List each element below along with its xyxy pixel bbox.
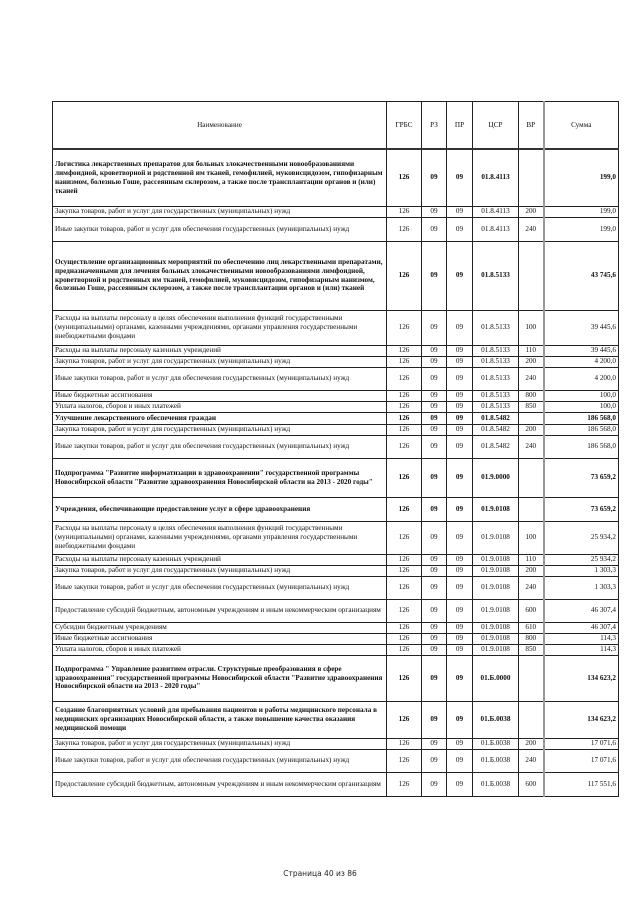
table-row [53, 241, 619, 310]
row-name: Осуществление организационных мероприятий по обеспечению лиц лекарственными препаратами, предназначенными для лечения больных злокачественными новообразованиями лимфоидной, кроветворной и родственных им тканей, гемофилией, муковисцидозом, гипофизарным нанизмом, болезнью Гоше, рассеянным склерозом, а также после трансплантации органов и (или) тканей [53, 241, 387, 310]
row-pr: 09 [447, 772, 473, 796]
row-name: Расходы на выплаты персоналу в целях обеспечения выполнения функций государственными (муниципальными) органами, казенными учреждениями, органами управления государственными внебюджетными фондами [53, 521, 387, 554]
row-grbs: 126 [387, 149, 422, 206]
row-sum: 46 307,4 [544, 622, 619, 633]
row-vr: 240 [519, 435, 544, 458]
row-grbs: 126 [387, 367, 422, 390]
row-grbs: 126 [387, 345, 422, 356]
row-sum: 114,3 [544, 644, 619, 655]
row-sum: 39 445,6 [544, 345, 619, 356]
row-sum: 100,0 [544, 390, 619, 401]
table-row [53, 599, 619, 622]
row-name: Иные закупки товаров, работ и услуг для обеспечения государственных (муниципальных) нужд [53, 435, 387, 458]
row-pr: 09 [447, 633, 473, 644]
row-csr: 01.9.0108 [473, 633, 519, 644]
table-row [53, 655, 619, 701]
row-csr: 01.Б.0038 [473, 738, 519, 749]
row-csr: 01.9.0108 [473, 554, 519, 565]
row-sum: 199,0 [544, 206, 619, 217]
table-row [53, 644, 619, 655]
row-vr [519, 412, 544, 424]
row-name: Расходы на выплаты персоналу казенных учреждений [53, 554, 387, 565]
row-name: Иные закупки товаров, работ и услуг для обеспечения государственных (муниципальных) нужд [53, 576, 387, 599]
row-grbs: 126 [387, 622, 422, 633]
row-csr: 01.8.5133 [473, 345, 519, 356]
row-vr: 200 [519, 738, 544, 749]
row-grbs: 126 [387, 310, 422, 345]
row-rz: 09 [422, 749, 447, 772]
row-rz: 09 [422, 701, 447, 738]
header-pr: ПР [447, 102, 473, 150]
row-rz: 09 [422, 772, 447, 796]
row-rz: 09 [422, 345, 447, 356]
row-vr: 110 [519, 345, 544, 356]
budget-table [52, 101, 619, 797]
row-pr: 09 [447, 458, 473, 497]
row-sum: 43 745,6 [544, 241, 619, 310]
row-pr: 09 [447, 310, 473, 345]
row-csr: 01.Б.0000 [473, 655, 519, 701]
row-name: Логистика лекарственных препаратов для больных злокачественными новообразованиями лимфоидной, кроветворной и родственной им тканей, гемофилией, муковисцидозом, гипофизарным нанизмом, болезнью Гоше, рассеянным склерозом, а также после трансплантации органов и (или) тканей [53, 149, 387, 206]
table-row [53, 345, 619, 356]
row-grbs: 126 [387, 655, 422, 701]
row-grbs: 126 [387, 206, 422, 217]
row-rz: 09 [422, 401, 447, 412]
row-grbs: 126 [387, 644, 422, 655]
row-csr: 01.8.5482 [473, 435, 519, 458]
header-rz: РЗ [422, 102, 447, 150]
table-row [53, 565, 619, 576]
row-rz: 09 [422, 356, 447, 367]
table-row [53, 435, 619, 458]
row-grbs: 126 [387, 772, 422, 796]
row-pr: 09 [447, 644, 473, 655]
row-grbs: 126 [387, 497, 422, 521]
row-grbs: 126 [387, 521, 422, 554]
row-pr: 09 [447, 565, 473, 576]
row-name: Подпрограмма " Управление развитием отрасли. Структурные преобразования в сфере здравоохранения" государственной программы Новосибирской области "Развитие здравоохранения Новосибирской области на 2013 - 2020 годы" [53, 655, 387, 701]
row-csr: 01.8.5133 [473, 241, 519, 310]
row-name: Учреждения, обеспечивающие предоставление услуг в сфере здравоохранения [53, 497, 387, 521]
row-csr: 01.Б.0038 [473, 772, 519, 796]
row-sum: 73 659,2 [544, 458, 619, 497]
row-vr: 240 [519, 217, 544, 241]
table-row [53, 738, 619, 749]
row-sum: 199,0 [544, 217, 619, 241]
table-row [53, 356, 619, 367]
row-grbs: 126 [387, 633, 422, 644]
table-row [53, 521, 619, 554]
row-csr: 01.8.5482 [473, 424, 519, 435]
row-grbs: 126 [387, 738, 422, 749]
row-name: Создание благоприятных условий для пребывания пациентов и работы медицинского персонала в медицинских организациях Новосибирской области, а также повышение качества оказания медицинской помощи [53, 701, 387, 738]
row-pr: 09 [447, 206, 473, 217]
row-vr: 200 [519, 206, 544, 217]
table-row [53, 622, 619, 633]
row-pr: 09 [447, 345, 473, 356]
row-grbs: 126 [387, 241, 422, 310]
table-row [53, 701, 619, 738]
row-rz: 09 [422, 622, 447, 633]
table-row [53, 412, 619, 424]
row-name: Подпрограмма "Развитие информатизации в здравоохранении" государственной программы Новосибирской области "Развитие здравоохранения Новосибирской области на 2013 - 2020 годы" [53, 458, 387, 497]
row-name: Уплата налогов, сборов и иных платежей [53, 401, 387, 412]
table-row [53, 149, 619, 206]
row-vr [519, 655, 544, 701]
row-grbs: 126 [387, 749, 422, 772]
row-grbs: 126 [387, 390, 422, 401]
row-csr: 01.Б.0038 [473, 749, 519, 772]
row-sum: 186 568,0 [544, 424, 619, 435]
table-row [53, 576, 619, 599]
row-csr: 01.9.0000 [473, 458, 519, 497]
row-sum: 117 551,6 [544, 772, 619, 796]
row-rz: 09 [422, 655, 447, 701]
row-pr: 09 [447, 622, 473, 633]
row-rz: 09 [422, 633, 447, 644]
row-grbs: 126 [387, 576, 422, 599]
row-vr: 600 [519, 599, 544, 622]
row-grbs: 126 [387, 458, 422, 497]
table-row [53, 749, 619, 772]
row-pr: 09 [447, 576, 473, 599]
row-name: Закупка товаров, работ и услуг для государственных (муниципальных) нужд [53, 565, 387, 576]
row-sum: 17 071,6 [544, 749, 619, 772]
table-header-row [53, 102, 619, 150]
table-row [53, 367, 619, 390]
row-name: Закупка товаров, работ и услуг для государственных (муниципальных) нужд [53, 206, 387, 217]
row-vr: 200 [519, 565, 544, 576]
row-vr: 800 [519, 633, 544, 644]
row-vr [519, 497, 544, 521]
row-rz: 09 [422, 217, 447, 241]
header-name: Наименование [53, 102, 387, 150]
row-pr: 09 [447, 217, 473, 241]
row-grbs: 126 [387, 217, 422, 241]
row-rz: 09 [422, 738, 447, 749]
row-sum: 114,3 [544, 633, 619, 644]
row-sum: 4 200,0 [544, 356, 619, 367]
row-rz: 09 [422, 435, 447, 458]
header-grbs: ГРБС [387, 102, 422, 150]
row-csr: 01.9.0108 [473, 565, 519, 576]
table-row [53, 554, 619, 565]
row-rz: 09 [422, 599, 447, 622]
table-row [53, 390, 619, 401]
row-rz: 09 [422, 644, 447, 655]
row-name: Иные закупки товаров, работ и услуг для обеспечения государственных (муниципальных) нужд [53, 749, 387, 772]
row-pr: 09 [447, 554, 473, 565]
row-sum: 186 568,0 [544, 412, 619, 424]
row-pr: 09 [447, 241, 473, 310]
row-sum: 186 568,0 [544, 435, 619, 458]
table-row [53, 497, 619, 521]
row-sum: 134 623,2 [544, 655, 619, 701]
row-rz: 09 [422, 521, 447, 554]
row-csr: 01.8.4113 [473, 206, 519, 217]
row-csr: 01.8.5133 [473, 390, 519, 401]
row-vr: 600 [519, 772, 544, 796]
row-pr: 09 [447, 367, 473, 390]
row-sum: 134 623,2 [544, 701, 619, 738]
row-pr: 09 [447, 424, 473, 435]
row-name: Предоставление субсидий бюджетным, автономным учреждениям и иным некоммерческим организациям [53, 772, 387, 796]
row-pr: 09 [447, 701, 473, 738]
row-csr: 01.8.5133 [473, 356, 519, 367]
row-rz: 09 [422, 554, 447, 565]
row-csr: 01.9.0108 [473, 521, 519, 554]
row-name: Закупка товаров, работ и услуг для государственных (муниципальных) нужд [53, 356, 387, 367]
row-rz: 09 [422, 424, 447, 435]
row-name: Улучшение лекарственного обеспечения граждан [53, 412, 387, 424]
row-sum: 25 934,2 [544, 521, 619, 554]
row-vr [519, 701, 544, 738]
row-name: Субсидии бюджетным учреждениям [53, 622, 387, 633]
row-csr: 01.8.5482 [473, 412, 519, 424]
row-name: Уплата налогов, сборов и иных платежей [53, 644, 387, 655]
row-csr: 01.9.0108 [473, 644, 519, 655]
row-name: Иные закупки товаров, работ и услуг для обеспечения государственных (муниципальных) нужд [53, 217, 387, 241]
row-rz: 09 [422, 149, 447, 206]
row-grbs: 126 [387, 554, 422, 565]
row-vr: 850 [519, 644, 544, 655]
row-sum: 25 934,2 [544, 554, 619, 565]
row-vr [519, 149, 544, 206]
table-row [53, 458, 619, 497]
row-sum: 73 659,2 [544, 497, 619, 521]
row-vr: 110 [519, 554, 544, 565]
row-name: Иные закупки товаров, работ и услуг для обеспечения государственных (муниципальных) нужд [53, 367, 387, 390]
row-grbs: 126 [387, 424, 422, 435]
row-rz: 09 [422, 390, 447, 401]
page-number: Страница 40 из 86 [283, 869, 357, 878]
row-rz: 09 [422, 367, 447, 390]
header-sum: Сумма [544, 102, 619, 150]
row-grbs: 126 [387, 565, 422, 576]
row-vr: 800 [519, 390, 544, 401]
row-sum: 17 071,6 [544, 738, 619, 749]
header-vr: ВР [519, 102, 544, 150]
table-body [53, 149, 619, 796]
row-sum: 1 303,3 [544, 576, 619, 599]
row-csr: 01.8.5133 [473, 310, 519, 345]
row-rz: 09 [422, 565, 447, 576]
row-csr: 01.8.4113 [473, 149, 519, 206]
row-pr: 09 [447, 655, 473, 701]
row-vr: 100 [519, 521, 544, 554]
row-pr: 09 [447, 749, 473, 772]
row-rz: 09 [422, 458, 447, 497]
row-csr: 01.9.0108 [473, 622, 519, 633]
row-name: Закупка товаров, работ и услуг для государственных (муниципальных) нужд [53, 424, 387, 435]
row-vr: 850 [519, 401, 544, 412]
table-row [53, 633, 619, 644]
header-csr: ЦСР [473, 102, 519, 150]
row-name: Предоставление субсидий бюджетным, автономным учреждениям и иным некоммерческим организациям [53, 599, 387, 622]
row-pr: 09 [447, 356, 473, 367]
table-row [53, 206, 619, 217]
row-csr: 01.8.5133 [473, 367, 519, 390]
row-csr: 01.9.0108 [473, 497, 519, 521]
row-grbs: 126 [387, 412, 422, 424]
table-row [53, 401, 619, 412]
row-pr: 09 [447, 738, 473, 749]
row-rz: 09 [422, 412, 447, 424]
row-csr: 01.8.4113 [473, 217, 519, 241]
table-row [53, 772, 619, 796]
row-rz: 09 [422, 310, 447, 345]
row-grbs: 126 [387, 356, 422, 367]
row-pr: 09 [447, 412, 473, 424]
row-name: Закупка товаров, работ и услуг для государственных (муниципальных) нужд [53, 738, 387, 749]
row-grbs: 126 [387, 435, 422, 458]
row-sum: 1 303,3 [544, 565, 619, 576]
row-pr: 09 [447, 599, 473, 622]
table-row [53, 310, 619, 345]
row-vr [519, 241, 544, 310]
row-sum: 199,0 [544, 149, 619, 206]
row-rz: 09 [422, 497, 447, 521]
row-rz: 09 [422, 576, 447, 599]
row-name: Расходы на выплаты персоналу казенных учреждений [53, 345, 387, 356]
row-vr: 200 [519, 424, 544, 435]
row-vr: 240 [519, 749, 544, 772]
row-vr: 240 [519, 367, 544, 390]
table-row [53, 217, 619, 241]
row-grbs: 126 [387, 599, 422, 622]
row-csr: 01.9.0108 [473, 599, 519, 622]
row-csr: 01.8.5133 [473, 401, 519, 412]
row-csr: 01.9.0108 [473, 576, 519, 599]
row-name: Иные бюджетные ассигнования [53, 390, 387, 401]
row-pr: 09 [447, 521, 473, 554]
row-pr: 09 [447, 435, 473, 458]
row-vr: 240 [519, 576, 544, 599]
row-sum: 46 307,4 [544, 599, 619, 622]
row-pr: 09 [447, 401, 473, 412]
row-vr [519, 458, 544, 497]
table-row [53, 424, 619, 435]
row-grbs: 126 [387, 701, 422, 738]
row-pr: 09 [447, 497, 473, 521]
row-name: Расходы на выплаты персоналу в целях обеспечения выполнения функций государственными (муниципальными) органами, казенными учреждениями, органами управления государственными внебюджетными фондами [53, 310, 387, 345]
row-name: Иные бюджетные ассигнования [53, 633, 387, 644]
row-sum: 100,0 [544, 401, 619, 412]
row-vr: 610 [519, 622, 544, 633]
row-grbs: 126 [387, 401, 422, 412]
row-vr: 100 [519, 310, 544, 345]
row-rz: 09 [422, 241, 447, 310]
row-pr: 09 [447, 390, 473, 401]
row-pr: 09 [447, 149, 473, 206]
row-vr: 200 [519, 356, 544, 367]
row-rz: 09 [422, 206, 447, 217]
row-csr: 01.Б.0038 [473, 701, 519, 738]
row-sum: 39 445,6 [544, 310, 619, 345]
row-sum: 4 200,0 [544, 367, 619, 390]
